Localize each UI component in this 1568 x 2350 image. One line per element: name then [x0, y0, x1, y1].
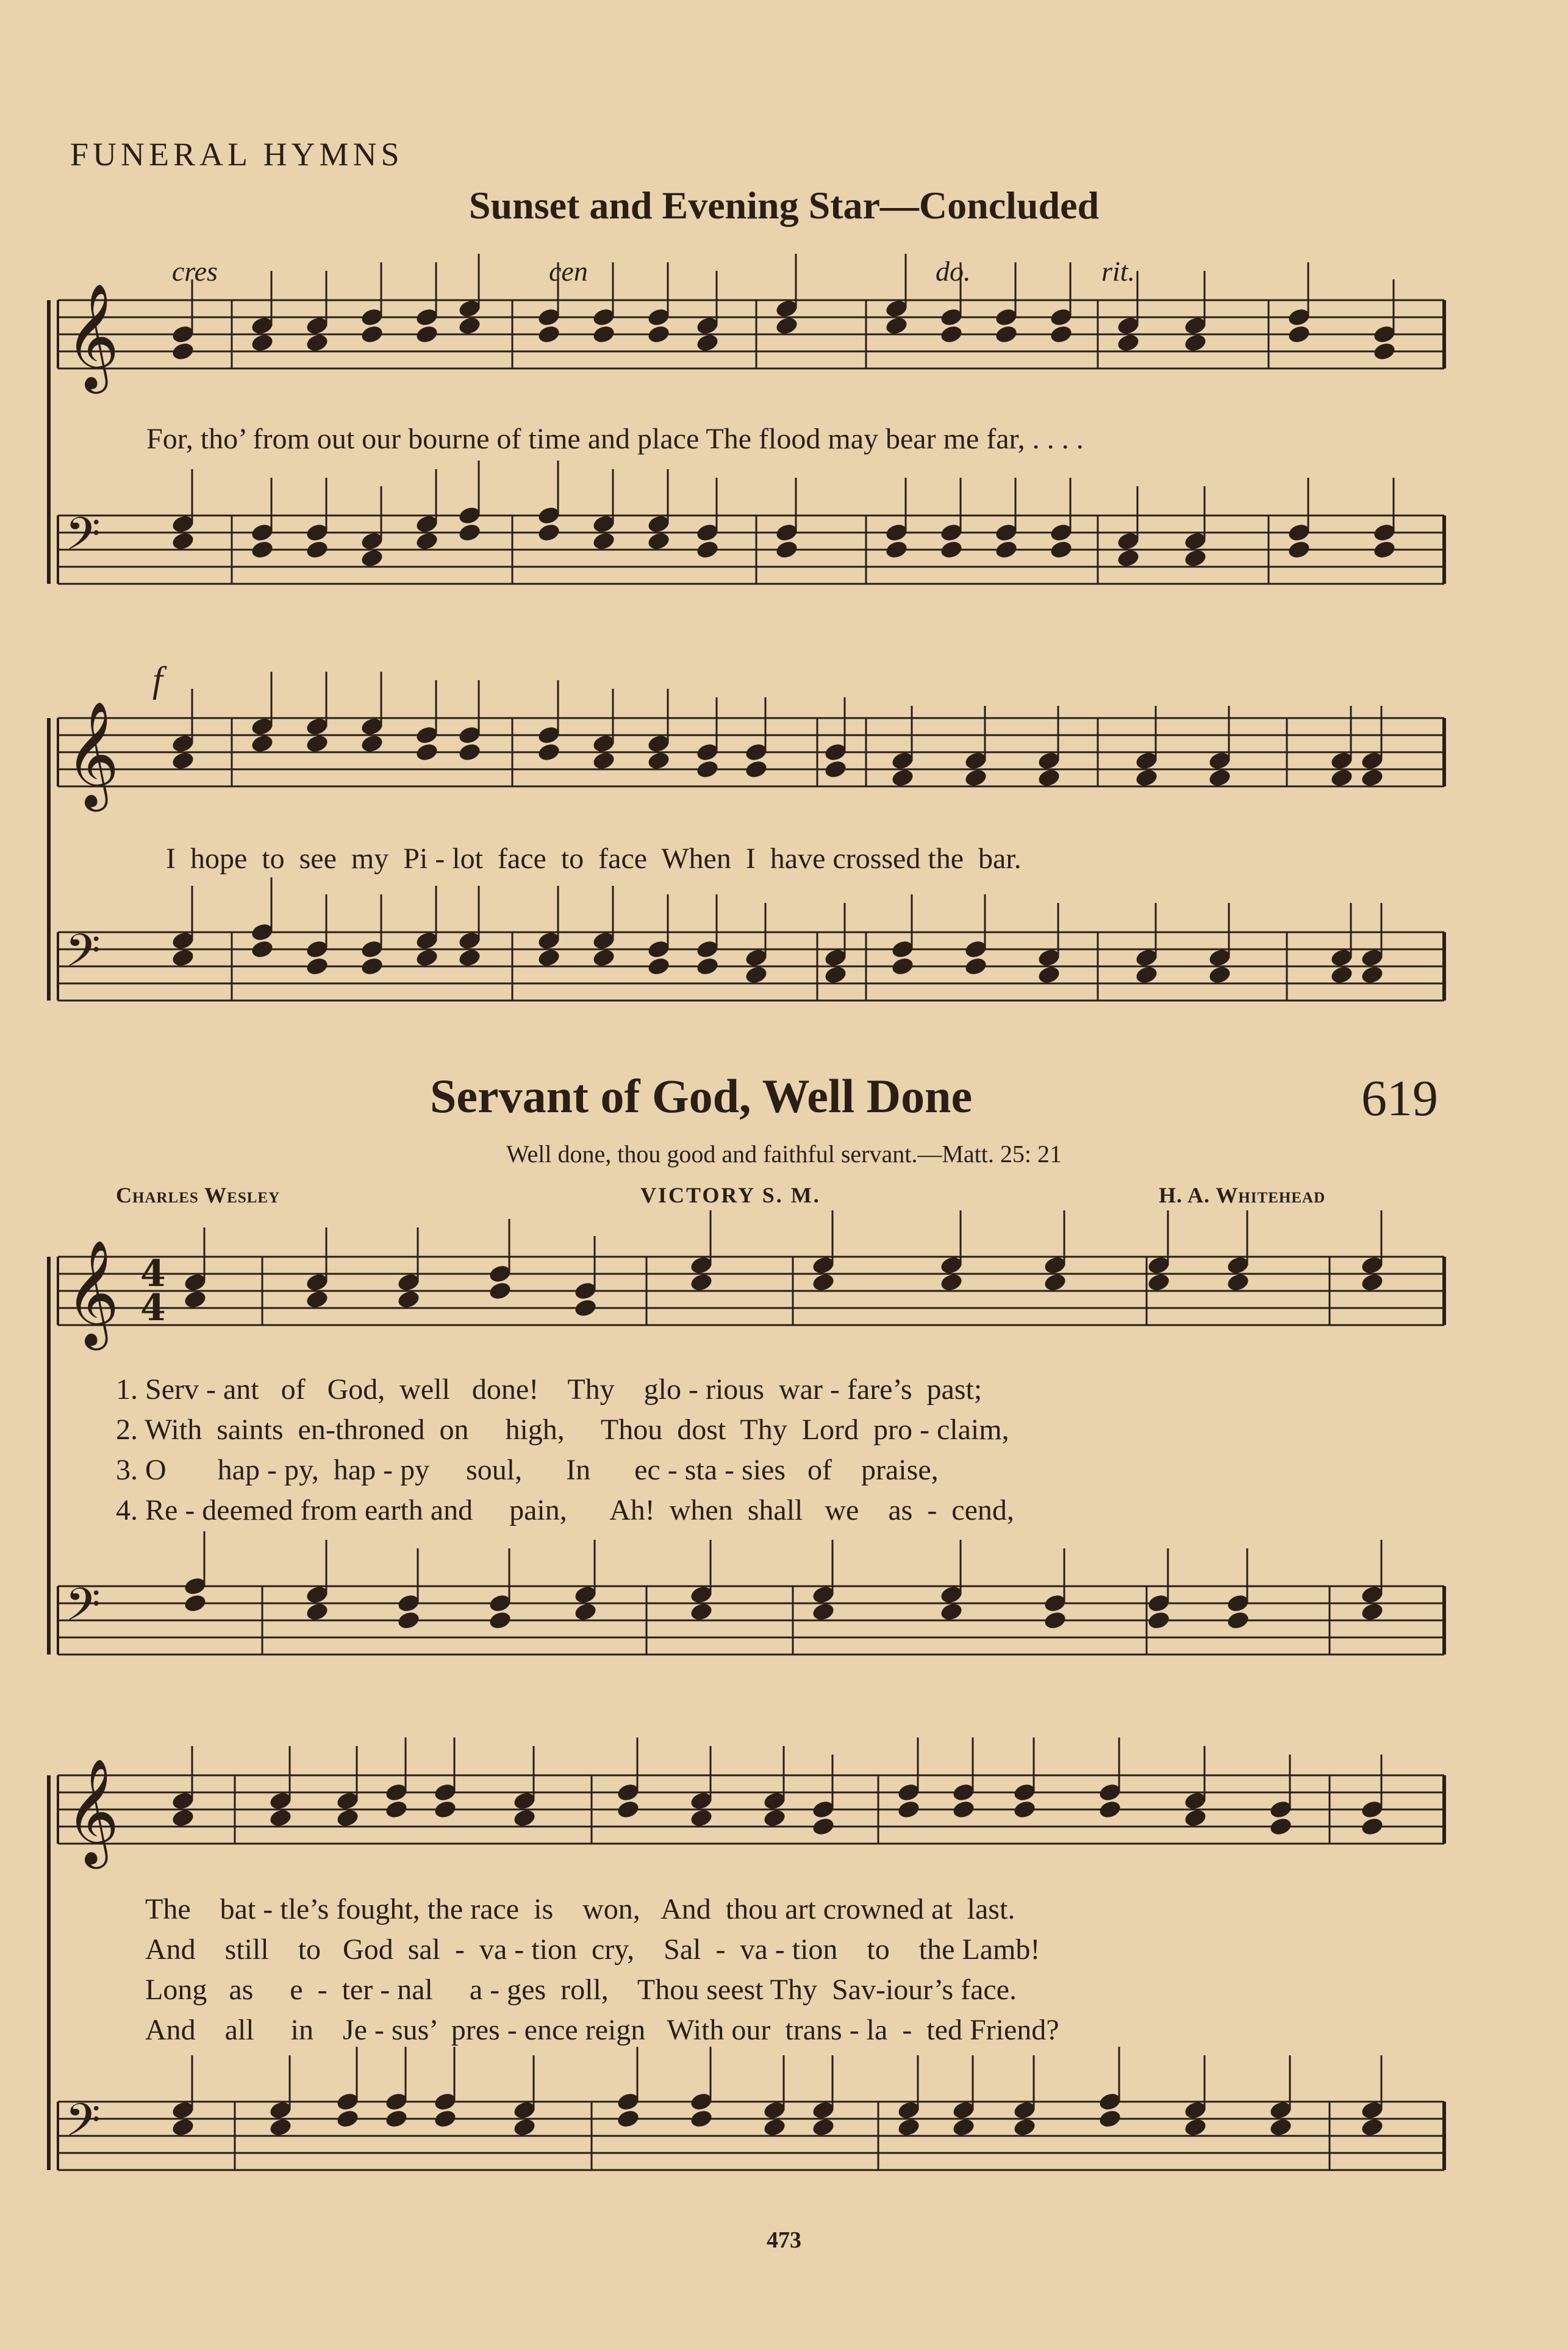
composer-credit: H. A. Whitehead [1159, 1183, 1326, 1207]
note-head [695, 956, 720, 977]
note-head [457, 315, 482, 336]
note-head [1372, 539, 1397, 560]
note-head [646, 324, 671, 345]
note-head [695, 759, 720, 780]
note-head [384, 1799, 409, 1820]
note-head [183, 1593, 207, 1614]
note-head [250, 539, 274, 560]
hymn-title-servant: Servant of God, Well Done [430, 1069, 973, 1123]
note-head [457, 742, 482, 763]
note-head [433, 1799, 457, 1820]
note-head [1116, 548, 1140, 569]
note-head [689, 1272, 714, 1293]
author-credit: Charles Wesley [116, 1183, 281, 1207]
note-head [171, 2117, 195, 2138]
note-head [305, 733, 329, 754]
note-head [939, 1272, 964, 1293]
note-head [250, 332, 274, 353]
note-head [1098, 2108, 1122, 2129]
note-head [762, 1808, 787, 1828]
note-head [268, 2117, 293, 2138]
note-head [183, 1289, 207, 1310]
note-head [964, 956, 988, 977]
note-head [171, 531, 195, 552]
note-head [1134, 767, 1159, 788]
bass-clef-icon: 𝄢 [65, 2094, 101, 2158]
note-head [964, 767, 988, 788]
dynamic-cen: cen [549, 256, 588, 287]
note-head [646, 750, 671, 771]
note-head [897, 2117, 921, 2138]
note-head [171, 750, 195, 771]
note-head [305, 1601, 329, 1622]
note-head [360, 548, 384, 569]
note-head [1287, 324, 1311, 345]
note-head [1208, 767, 1232, 788]
note-head [1360, 2117, 1384, 2138]
note-head [1226, 1272, 1250, 1293]
note-head [592, 750, 616, 771]
note-head [592, 947, 616, 968]
note-head [994, 539, 1018, 560]
treble-clef-icon: 𝄞 [65, 283, 120, 389]
note-head [811, 1272, 836, 1293]
note-head [396, 1610, 421, 1631]
note-head [897, 1799, 921, 1820]
bass-clef-icon: 𝄢 [65, 508, 101, 572]
note-head [537, 324, 561, 345]
note-head [695, 332, 720, 353]
note-head [689, 2108, 714, 2129]
note-head [360, 956, 384, 977]
note-head [646, 531, 671, 552]
verse-line-3b: Long as e - ter - nal a - ges roll, Thou seest Thy Sav-iour’s face. [145, 1974, 1017, 2006]
note-head [335, 1808, 360, 1828]
note-head [1049, 324, 1073, 345]
note-head [811, 2117, 836, 2138]
note-head [994, 324, 1018, 345]
note-head [415, 324, 439, 345]
verse-line-1b: The bat - tle’s fought, the race is won, And thou art crowned at last. [145, 1893, 1015, 1925]
note-head [396, 1289, 421, 1310]
note-head [811, 1816, 836, 1837]
note-head [1360, 1601, 1384, 1622]
lyric-line: I hope to see my Pi - lot face to face When I have crossed the bar. [166, 843, 1022, 875]
page-number: 473 [767, 2227, 801, 2253]
verse-line-3a: 3. O hap - py, hap - py soul, In ec - sta - sies of praise, [116, 1454, 939, 1486]
note-head [305, 539, 329, 560]
verse-line-2b: And still to God sal - va - tion cry, Sal - va - tion to the Lamb! [145, 1933, 1040, 1966]
note-head [646, 956, 671, 977]
treble-clef-icon: 𝄞 [65, 701, 120, 807]
note-head [689, 1808, 714, 1828]
note-head [360, 324, 384, 345]
lyric-line: For, tho’ from out our bourne of time and place The flood may bear me far, . . . . [146, 423, 1084, 455]
note-head [811, 1601, 836, 1622]
hymn-number: 619 [1361, 1070, 1438, 1127]
note-head [268, 1808, 293, 1828]
verse-line-2a: 2. With saints en-throned on high, Thou dost Thy Lord pro - claim, [116, 1414, 1009, 1446]
note-head [1360, 965, 1384, 985]
note-head [1116, 332, 1140, 353]
epigraph: Well done, thou good and faithful servant.—Matt. 25: 21 [506, 1140, 1062, 1168]
note-head [1208, 965, 1232, 985]
note-head [415, 531, 439, 552]
note-head [171, 947, 195, 968]
note-head [1226, 1610, 1250, 1631]
note-head [775, 539, 799, 560]
note-head [762, 2117, 787, 2138]
note-head [1330, 767, 1354, 788]
note-head [775, 315, 799, 336]
note-head [939, 539, 964, 560]
dynamic-cres: cres [172, 256, 218, 287]
note-head [823, 965, 848, 985]
note-head [744, 965, 768, 985]
note-head [1183, 548, 1208, 569]
note-head [335, 2108, 360, 2129]
note-head [512, 2117, 537, 2138]
dynamic-rit: rit. [1101, 256, 1135, 287]
verse-line-1a: 1. Serv - ant of God, well done! Thy glo - rious war - fare’s past; [116, 1373, 983, 1406]
dynamic-do: do. [936, 256, 971, 287]
note-head [1360, 1272, 1384, 1293]
note-head [939, 1601, 964, 1622]
note-head [250, 939, 274, 960]
note-head [1043, 1272, 1067, 1293]
note-head [171, 341, 195, 362]
note-head [1183, 1808, 1208, 1828]
note-head [689, 1601, 714, 1622]
note-head [1287, 539, 1311, 560]
note-head [1049, 539, 1073, 560]
note-head [250, 733, 274, 754]
treble-clef-icon: 𝄞 [65, 1240, 120, 1346]
note-head [305, 956, 329, 977]
time-signature: 4 [140, 1287, 166, 1329]
note-head [592, 531, 616, 552]
note-head [305, 332, 329, 353]
note-head [1147, 1272, 1171, 1293]
dynamic-forte: f [152, 659, 163, 700]
note-head [1183, 2117, 1208, 2138]
note-head [884, 539, 909, 560]
note-head [573, 1601, 598, 1622]
note-head [305, 1289, 329, 1310]
note-head [890, 956, 915, 977]
bass-clef-icon: 𝄢 [65, 1578, 101, 1642]
note-head [1037, 767, 1061, 788]
note-head [384, 2108, 409, 2129]
note-head [939, 324, 964, 345]
note-head [1147, 1610, 1171, 1631]
note-head [433, 2108, 457, 2129]
time-signature: 4 [140, 1252, 166, 1295]
note-head [1360, 767, 1384, 788]
note-head [1183, 332, 1208, 353]
treble-clef-icon: 𝄞 [65, 1758, 120, 1864]
note-head [884, 315, 909, 336]
note-head [695, 539, 720, 560]
note-head [415, 947, 439, 968]
note-head [951, 2117, 976, 2138]
note-head [537, 522, 561, 543]
note-head [592, 324, 616, 345]
note-head [890, 767, 915, 788]
note-head [1043, 1610, 1067, 1631]
note-head [1134, 965, 1159, 985]
note-head [512, 1808, 537, 1828]
note-head [951, 1799, 976, 1820]
bass-clef-icon: 𝄢 [65, 924, 101, 988]
note-head [1012, 1799, 1037, 1820]
note-head [360, 733, 384, 754]
note-head [573, 1298, 598, 1318]
note-head [1098, 1799, 1122, 1820]
note-head [1269, 1816, 1293, 1837]
note-head [537, 742, 561, 763]
note-head [744, 759, 768, 780]
note-head [537, 947, 561, 968]
hymn-title-sunset: Sunset and Evening Star—Concluded [468, 184, 1100, 227]
note-head [488, 1281, 512, 1301]
note-head [1360, 1816, 1384, 1837]
note-head [1330, 965, 1354, 985]
verse-line-4b: And all in Je - sus’ pres - ence reign With our trans - la - ted Friend? [145, 2014, 1059, 2046]
note-head [1037, 965, 1061, 985]
note-head [415, 742, 439, 763]
note-head [488, 1610, 512, 1631]
note-head [171, 1808, 195, 1828]
tune-name: VICTORY S. M. [640, 1183, 821, 1207]
note-head [1269, 2117, 1293, 2138]
note-head [616, 2108, 640, 2129]
note-head [1012, 2117, 1037, 2138]
section-label: FUNERAL HYMNS [70, 136, 404, 173]
note-head [616, 1799, 640, 1820]
note-head [457, 522, 482, 543]
verse-line-4a: 4. Re - deemed from earth and pain, Ah! when shall we as - cend, [116, 1494, 1014, 1526]
note-head [457, 947, 482, 968]
note-head [823, 759, 848, 780]
note-head [1372, 341, 1397, 362]
